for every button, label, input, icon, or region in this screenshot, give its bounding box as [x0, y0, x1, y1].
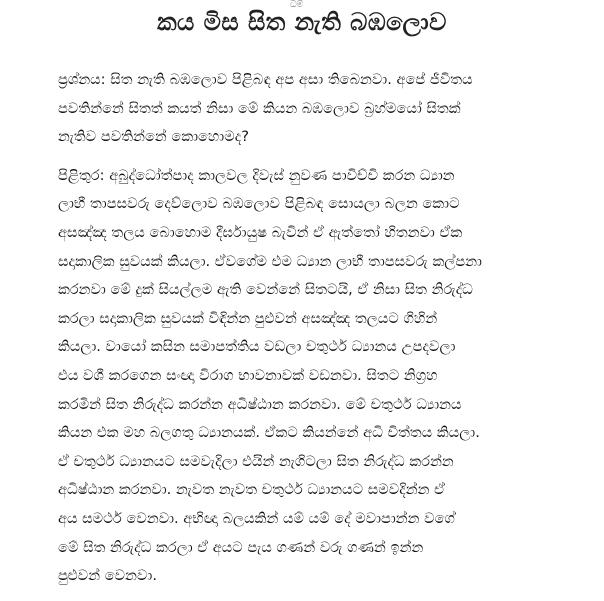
question-paragraph	[58, 66, 590, 152]
question-text: සිත නැති බඹලොව පිළිබඳ අප අසා තිබෙනවා. අපේ ජීවිතය	[105, 71, 473, 88]
answer-line-5: කරනවා මේ දුක් සියල්ලම ඇති වෙන්නේ සිතටයි, ඒ නිසා සිත නිරුද්ධ	[58, 281, 473, 299]
answer-line-10: කියන එක මහ බලගතු ධ්‍යානයක්. ඒකට කියන්නේ අධි චිත්තය කියලා.	[58, 424, 480, 442]
answer-line-3: අසඤ්ඤ තලය බොහොම දීර්ඝායුෂ බැවින් ඒ ඇත්තෝ හිතනවා ඒක	[58, 223, 463, 241]
answer-line-6: කරලා සදාකාලික සුවයක් විඳින්න පුළුවන් අසඤ්ඤ තලයට ගිහින්	[58, 309, 438, 327]
answer-line-1	[58, 162, 590, 191]
answer-line-15: පුළුවන් වෙනවා.	[58, 567, 157, 585]
question-line-2: පවතින්නේ සිතත් කයත් නිසා මේ කියන බඹලොව බ්‍රහ්මයෝ සිතක්	[58, 99, 461, 117]
answer-line-2: ලාභී තාපසවරු දෙව්ලොව බඹලොව පිළිබඳ සොයලා බලන කොට	[58, 195, 460, 213]
question-label: ප්‍රශ්නය:	[58, 71, 106, 88]
answer-line-14: මේ සිත නිරුද්ධ කරලා ඒ අයට පැය ගණන් වරු ගණන් ඉන්න	[58, 538, 424, 556]
answer-line-11: ඒ චතුර්ථ ධ්‍යානයට සමවැදිලා එයින් නැගිටලා සිත නිරුද්ධ කරන්න	[58, 452, 454, 470]
answer-line-12: අධිෂ්ඨාන කරනවා. නැවත නැවත චතුර්ථ ධ්‍යානයට සමවදින්න ඒ	[58, 481, 445, 499]
page-title: කය මිස සිත නැති බඹලොව	[157, 8, 447, 36]
answer-text: අබුද්ධෝත්පාද කාලවල දිවැස් නුවණ පාවිච්චි කරන ධ්‍යාන	[104, 166, 455, 184]
top-mark: ධම්	[290, 0, 304, 10]
answer-line-7: කියලා. වායෝ කසින සමාපත්තිය වඩලා චතුර්ථ ධ්‍යානය උපදවලා	[58, 338, 456, 356]
answer-line-13: අය සමර්ථ වෙනවා. අභිඥා බලයකින් යම් යම් දේ මවාපාන්න වගේ	[58, 509, 455, 527]
answer-line-4: සදාකාලික සුවයක් කියලා. ඒවගේම එම ධ්‍යාන ලාභී තාපසවරු කල්පනා	[58, 252, 482, 270]
article-body	[58, 66, 590, 601]
question-line-3: නැතිව පවතින්නේ කොහොමද?	[58, 128, 249, 146]
answer-line-8: එය වශී කරගෙන සංඥා විරාග භාවනාවක් වඩනවා. සිතට නිග්‍රහ	[58, 366, 438, 384]
answer-paragraph	[58, 162, 590, 591]
answer-line-9: කරමින් සිත නිරුද්ධ කරන්න අධිෂ්ඨාන කරනවා. මේ චතුර්ථ ධ්‍යානය	[58, 395, 462, 413]
answer-label: පිළිතුර:	[58, 166, 105, 184]
question-line-1	[58, 66, 590, 95]
